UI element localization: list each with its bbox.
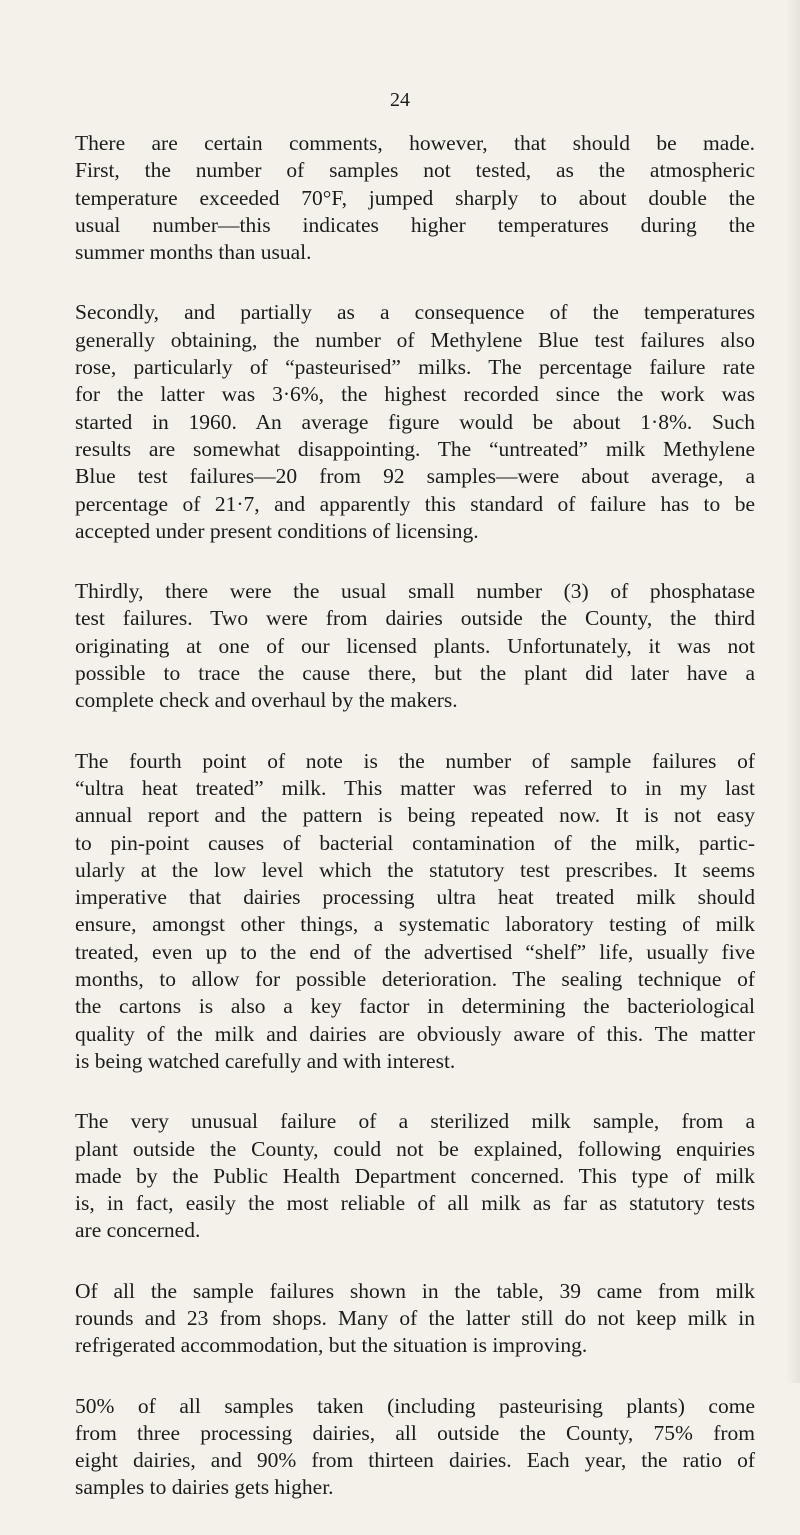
- text-line: started in 1960. An average figure would be about 1·8%. Such: [75, 409, 755, 434]
- text-line: accepted under present conditions of licensing.: [75, 518, 479, 543]
- text-line: samples to dairies gets higher.: [75, 1475, 334, 1500]
- paragraph-2: [75, 299, 755, 545]
- paragraph-6: [75, 1278, 755, 1360]
- paragraph-5: [75, 1108, 755, 1244]
- page-edge-shadow: [786, 0, 800, 1383]
- text-line: test failures. Two were from dairies outside the County, the third: [75, 606, 755, 631]
- text-line: generally obtaining, the number of Methylene Blue test failures also: [75, 327, 755, 352]
- text-line: annual report and the pattern is being repeated now. It is not easy: [75, 803, 755, 828]
- text-line: 50% of all samples taken (including pasteurising plants) come: [75, 1393, 755, 1418]
- text-line: There are certain comments, however, that should be made.: [75, 131, 755, 155]
- text-line: plant outside the County, could not be explained, following enquiries: [75, 1136, 755, 1161]
- text-line: made by the Public Health Department concerned. This type of milk: [75, 1163, 755, 1188]
- text-line: temperature exceeded 70°F, jumped sharply to about double the: [75, 185, 755, 210]
- text-line: from three processing dairies, all outside the County, 75% from: [75, 1420, 755, 1445]
- text-line: eight dairies, and 90% from thirteen dairies. Each year, the ratio of: [75, 1448, 755, 1473]
- text-line: are concerned.: [75, 1218, 201, 1243]
- paragraph-1: [75, 130, 755, 266]
- text-line: to pin-point causes of bacterial contamination of the milk, partic-: [75, 830, 755, 855]
- text-line: possible to trace the cause there, but the plant did later have a: [75, 661, 755, 686]
- text-line: usual number—this indicates higher temperatures during the: [75, 212, 755, 237]
- text-line: the cartons is also a key factor in determining the bacteriological: [75, 994, 755, 1019]
- text-line: complete check and overhaul by the makers.: [75, 688, 458, 713]
- text-line: rose, particularly of “pasteurised” milks. The percentage failure rate: [75, 355, 755, 380]
- text-line: Secondly, and partially as a consequence of the temperatures: [75, 300, 755, 325]
- paragraph-3: [75, 578, 755, 714]
- text-line: refrigerated accommodation, but the situation is improving.: [75, 1333, 588, 1358]
- text-line: First, the number of samples not tested, as the atmospheric: [75, 158, 755, 183]
- text-line: originating at one of our licensed plants. Unfortunately, it was not: [75, 633, 755, 658]
- text-line: months, to allow for possible deterioration. The sealing technique of: [75, 967, 755, 992]
- text-line: is, in fact, easily the most reliable of all milk as far as statutory tests: [75, 1191, 755, 1216]
- text-line: results are somewhat disappointing. The “untreated” milk Methylene: [75, 436, 755, 461]
- text-line: The very unusual failure of a sterilized milk sample, from a: [75, 1109, 755, 1134]
- document-body: [75, 130, 755, 1535]
- text-line: percentage of 21·7, and apparently this standard of failure has to be: [75, 491, 755, 516]
- text-line: Of all the sample failures shown in the table, 39 came from milk: [75, 1278, 755, 1303]
- text-line: imperative that dairies processing ultra heat treated milk should: [75, 885, 755, 910]
- text-line: ensure, amongst other things, a systematic laboratory testing of milk: [75, 912, 755, 937]
- text-line: Thirdly, there were the usual small number (3) of phosphatase: [75, 579, 755, 604]
- text-line: for the latter was 3·6%, the highest recorded since the work was: [75, 382, 755, 407]
- text-line: summer months than usual.: [75, 240, 312, 265]
- text-line: quality of the milk and dairies are obviously aware of this. The matter: [75, 1021, 755, 1046]
- page-number: 24: [390, 89, 410, 111]
- text-line: treated, even up to the end of the advertised “shelf” life, usually five: [75, 939, 755, 964]
- text-line: ularly at the low level which the statutory test prescribes. It seems: [75, 857, 755, 882]
- text-line: is being watched carefully and with interest.: [75, 1048, 456, 1073]
- text-line: rounds and 23 from shops. Many of the latter still do not keep milk in: [75, 1305, 755, 1330]
- paragraph-4: [75, 748, 755, 1076]
- text-line: The fourth point of note is the number of sample failures of: [75, 748, 755, 773]
- paragraph-7: [75, 1393, 755, 1502]
- text-line: Blue test failures—20 from 92 samples—were about average, a: [75, 464, 755, 489]
- text-line: “ultra heat treated” milk. This matter was referred to in my last: [75, 775, 755, 800]
